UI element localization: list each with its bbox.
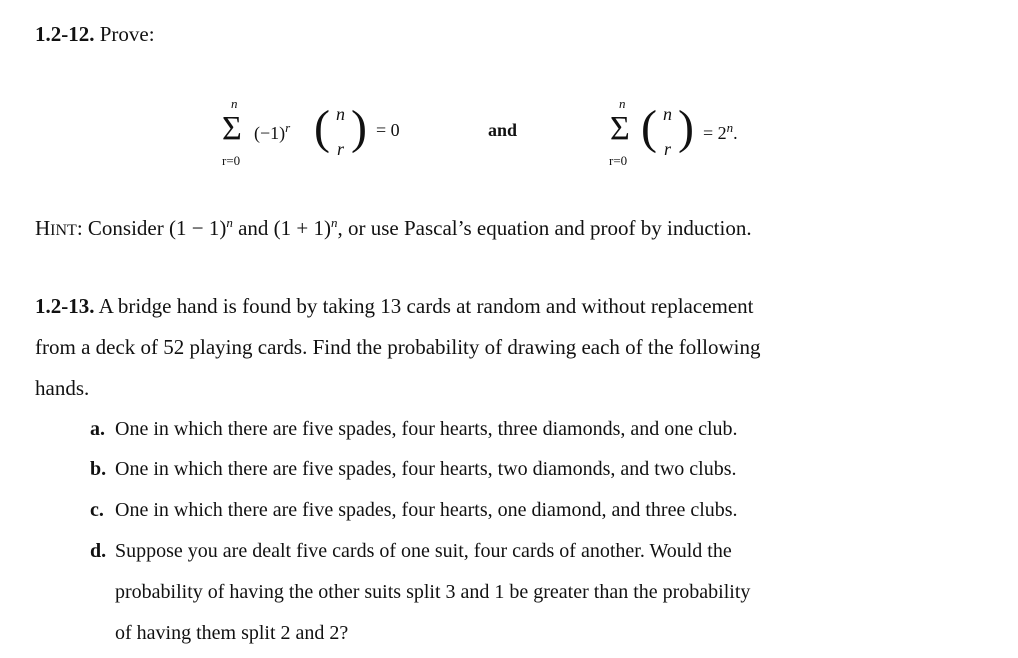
binom2-right-paren: ) (678, 101, 694, 154)
problem-13-line-1: 1.2-13. A bridge hand is found by taking 13 cards at random and without replacement (35, 294, 754, 318)
sum2-upper-limit: n (619, 96, 626, 111)
item-a-text: One in which there are five spades, four hearts, three diamonds, and one club. (115, 418, 738, 440)
formula1-rhs: = 0 (376, 120, 400, 140)
binom1-bottom: r (337, 139, 345, 159)
hint-label: HINT: (35, 216, 83, 240)
sum1-upper-limit: n (231, 96, 238, 111)
problem-13-line-3: hands. (35, 376, 90, 400)
problem-13-number: 1.2-13. (35, 294, 95, 318)
item-b-label: b. (90, 458, 107, 480)
item-d-label: d. (90, 540, 107, 562)
sum2-sigma-symbol: Σ (610, 110, 630, 147)
formula2-rhs: = $2^n$. (703, 120, 738, 143)
item-c-label: c. (90, 499, 104, 521)
item-d-text-line-3: of having them split 2 and 2? (115, 622, 349, 644)
sign-factor: $(-1)^r$ (254, 120, 291, 143)
binom1-top: n (336, 104, 345, 124)
item-c-text: One in which there are five spades, four hearts, one diamond, and three clubs. (115, 499, 738, 521)
problem-12-number: 1.2-12. (35, 22, 95, 46)
binom2-top: n (663, 104, 672, 124)
hint-text: Consider $(1 - 1)^n$ and $(1 + 1)^n$, or use Pascal’s equation and proof by induction. (82, 215, 752, 240)
binom2-bottom: r (664, 139, 672, 159)
item-d-text-line-1: Suppose you are dealt five cards of one suit, four cards of another. Would the (115, 540, 732, 562)
binom2-left-paren: ( (641, 101, 657, 154)
hint (35, 215, 752, 241)
problem-12-title: Prove: (99, 22, 155, 46)
connector-and: and (488, 120, 518, 140)
problem-12-heading (35, 22, 155, 47)
problem-13-line-2: from a deck of 52 playing cards. Find the probability of drawing each of the following (35, 335, 761, 359)
item-a-label: a. (90, 418, 105, 440)
sum1-lower-limit: r=0 (222, 153, 241, 168)
item-d-text-line-2: probability of having the other suits split 3 and 1 be greater than the probability (115, 581, 751, 603)
binom1-right-paren: ) (351, 101, 367, 154)
sum1-sigma-symbol: Σ (222, 110, 242, 147)
sum2-lower-limit: r=0 (609, 153, 628, 168)
binom1-left-paren: ( (314, 101, 330, 154)
item-b-text: One in which there are five spades, four hearts, two diamonds, and two clubs. (115, 458, 737, 480)
